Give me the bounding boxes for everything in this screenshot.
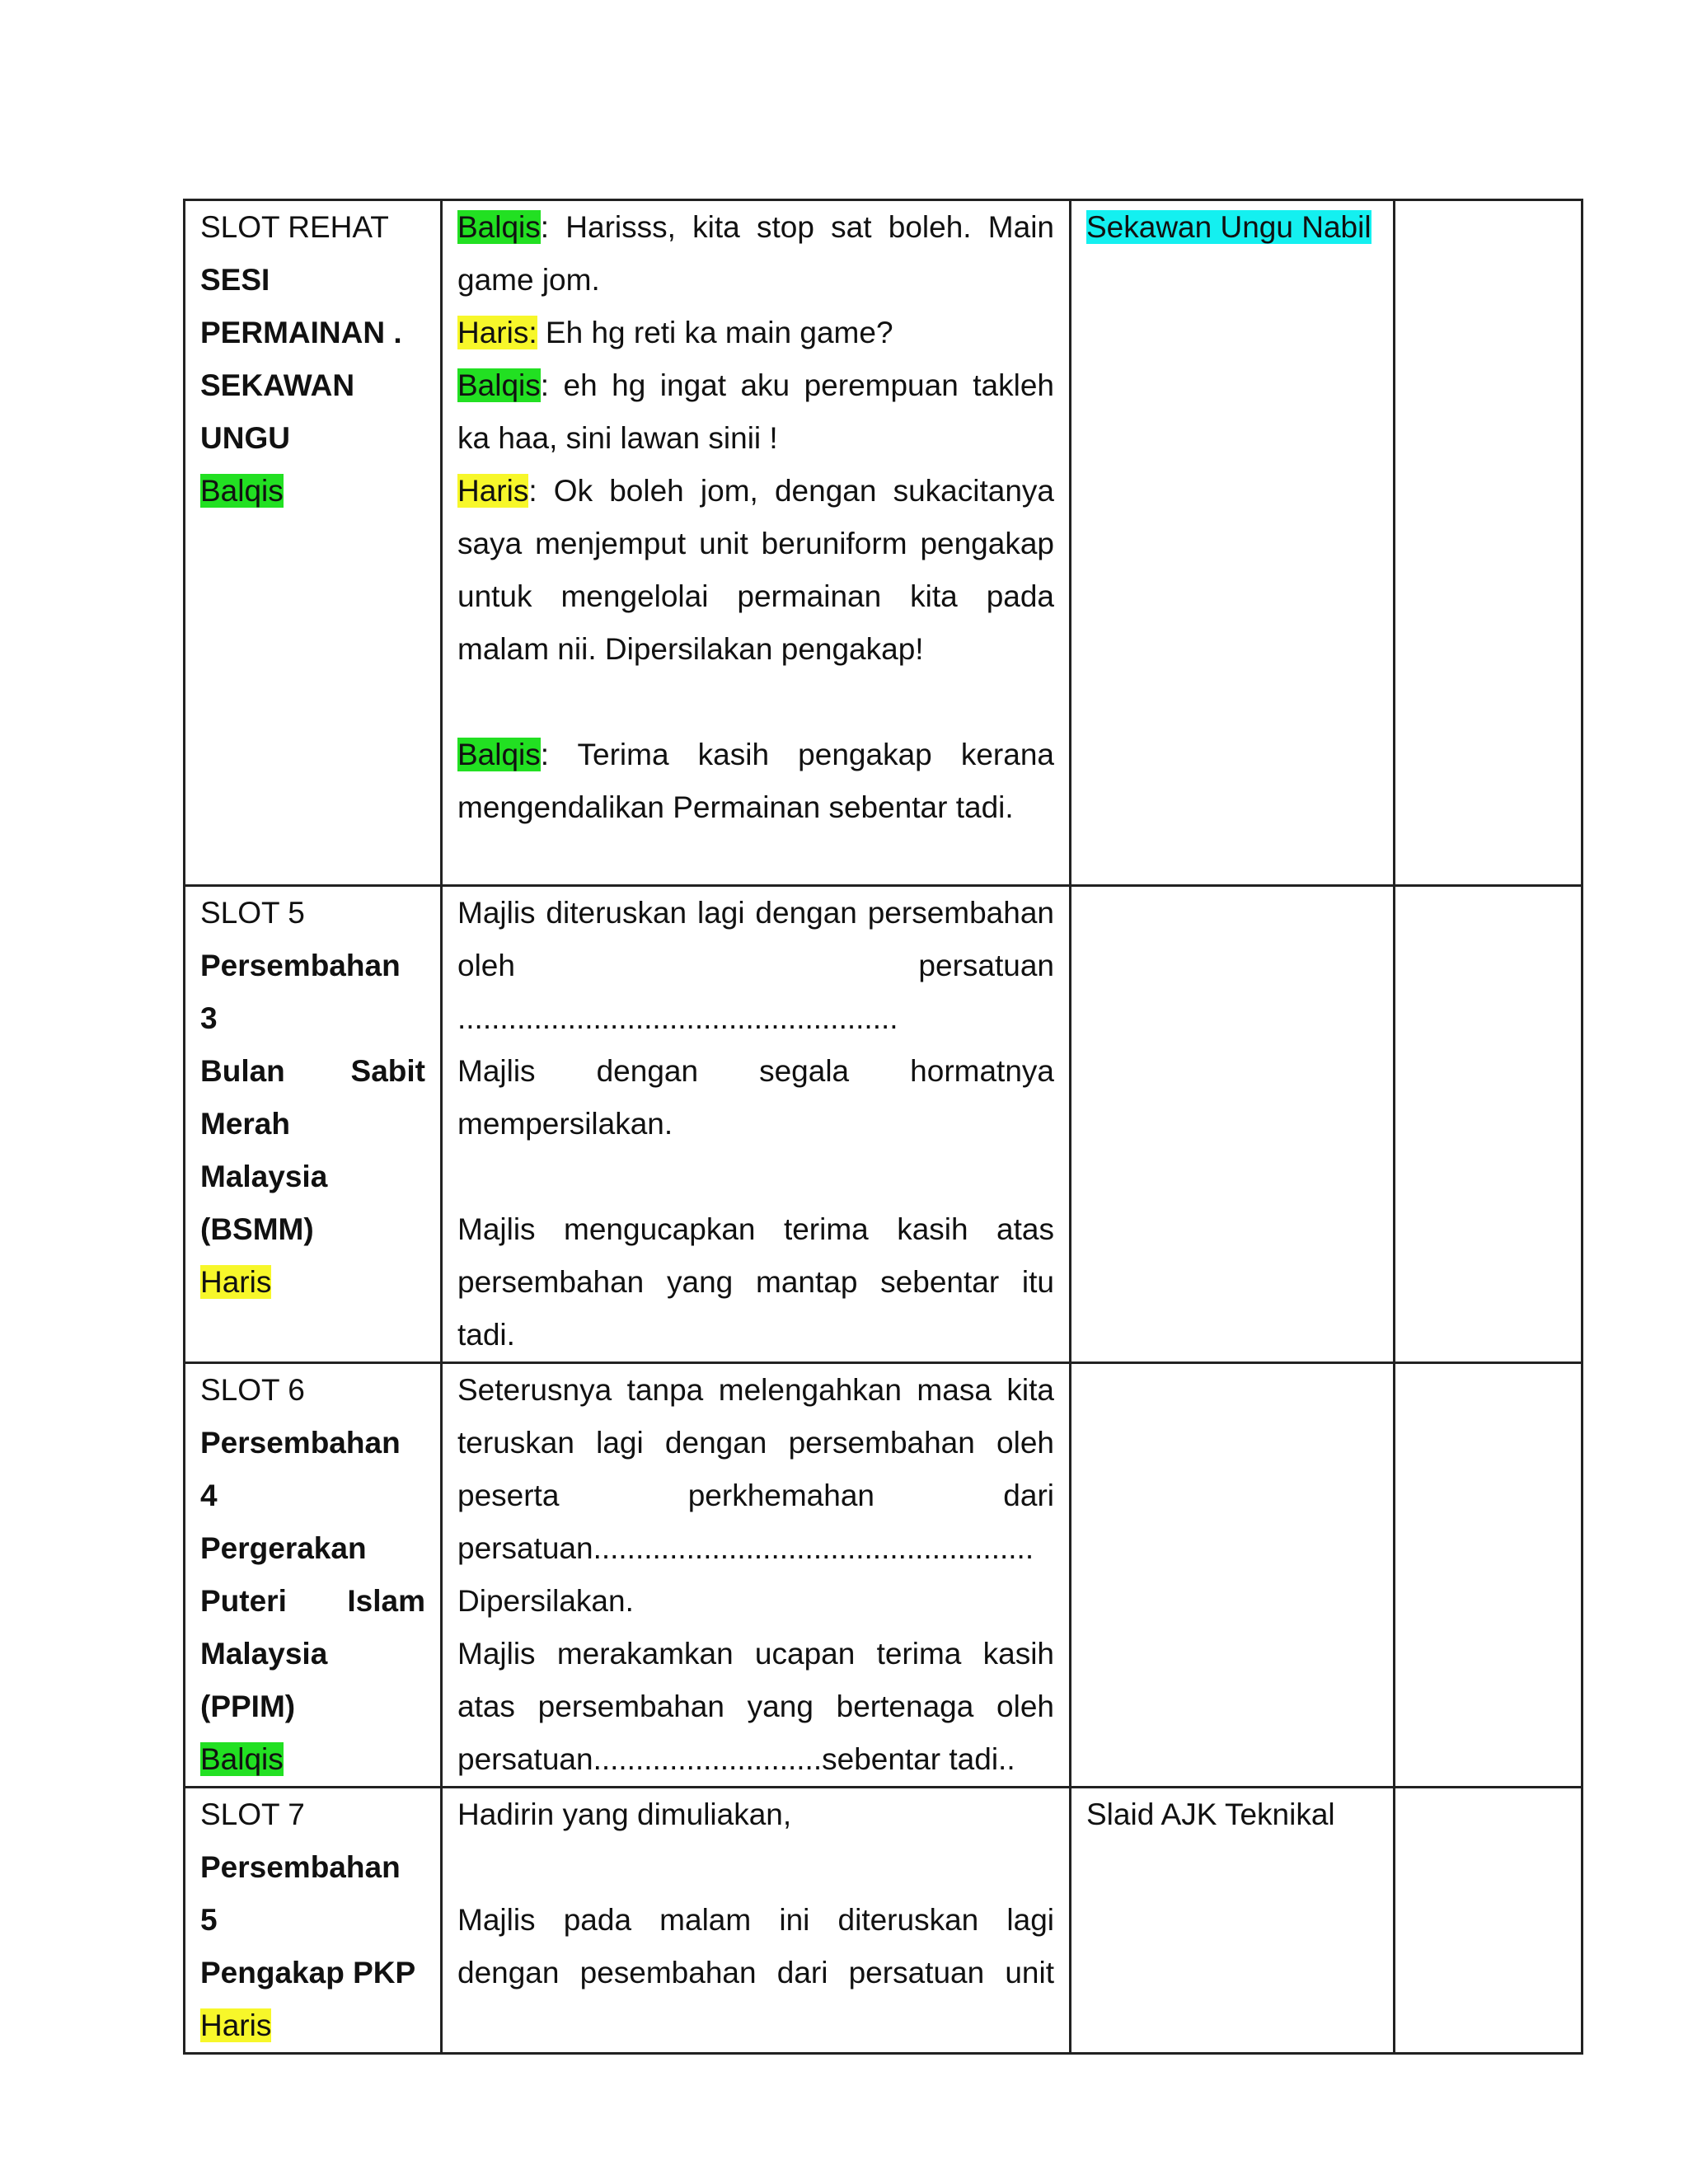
script-line: Haris: Eh hg reti ka main game?: [457, 316, 893, 349]
script-line: teruskan lagi dengan persembahan oleh: [457, 1426, 1054, 1460]
speaker-name: Balqis: [457, 210, 541, 244]
speaker-name: Haris:: [457, 316, 537, 349]
slot-title-line: Persembahan 3: [200, 949, 401, 1035]
script-line: Dipersilakan.: [457, 1584, 634, 1618]
script-cell: [442, 1788, 1071, 2054]
script-line: Balqis: eh hg ingat aku perempuan takleh: [457, 368, 1054, 402]
script-line: Majlis merakamkan ucapan terima kasih: [457, 1637, 1054, 1671]
script-cell: [442, 886, 1071, 1363]
note-text: Slaid AJK Teknikal: [1086, 1797, 1335, 1831]
remark-cell: [1395, 1363, 1582, 1788]
speaker-name: Haris: [457, 474, 529, 508]
slot-cell: [185, 886, 442, 1363]
note-cell: [1071, 1363, 1395, 1788]
slot-title-line: Bulan Sabit: [200, 1054, 425, 1088]
note-cell: [1071, 200, 1395, 886]
remark-cell: [1395, 886, 1582, 1363]
script-line: tadi.: [457, 1318, 515, 1352]
script-line: oleh persatuan: [457, 949, 1054, 982]
script-line: saya menjemput unit beruniform pengakap: [457, 527, 1054, 560]
program-script-table: [183, 199, 1583, 2055]
script-line: Hadirin yang dimuliakan,: [457, 1797, 792, 1831]
script-line: mengendalikan Permainan sebentar tadi.: [457, 790, 1014, 824]
note-cell: [1071, 886, 1395, 1363]
remark-cell: [1395, 200, 1582, 886]
script-line: Majlis pada malam ini diteruskan lagi: [457, 1903, 1054, 1937]
script-line: Balqis: Harisss, kita stop sat boleh. Main: [457, 210, 1054, 244]
slot-title-line: (BSMM): [200, 1212, 314, 1246]
slot-title-line: Persembahan 5: [200, 1850, 401, 1937]
slot-title-line: SESI: [200, 263, 270, 297]
script-line: Majlis mengucapkan terima kasih atas: [457, 1212, 1054, 1246]
script-line: game jom.: [457, 263, 600, 297]
slot-title-line: Merah Malaysia: [200, 1107, 328, 1193]
slot-label: SLOT 6: [200, 1373, 305, 1407]
script-line: mempersilakan.: [457, 1107, 673, 1141]
script-line: ....................................................: [457, 1001, 898, 1035]
slot-title-line: SEKAWAN: [200, 368, 355, 402]
host-name: Balqis: [200, 1742, 284, 1776]
table-row: [185, 886, 1582, 1363]
slot-title-line: Pengakap PKP: [200, 1956, 416, 1990]
script-line: Majlis diteruskan lagi dengan persembahan: [457, 896, 1054, 930]
slot-title-line: Pergerakan: [200, 1531, 367, 1565]
script-line: malam nii. Dipersilakan pengakap!: [457, 632, 924, 666]
slot-label: SLOT 5: [200, 896, 305, 930]
script-line: dengan pesembahan dari persatuan unit: [457, 1956, 1054, 1990]
slot-title-line: Persembahan 4: [200, 1426, 401, 1512]
table-row: [185, 200, 1582, 886]
host-name: Haris: [200, 1265, 272, 1299]
script-cell: [442, 1363, 1071, 1788]
remark-cell: [1395, 1788, 1582, 2054]
slot-title-line: UNGU: [200, 421, 290, 455]
table-row: [185, 1363, 1582, 1788]
script-line: Haris: Ok boleh jom, dengan sukacitanya: [457, 474, 1054, 508]
slot-cell: [185, 1363, 442, 1788]
slot-title-line: (PPIM): [200, 1690, 296, 1723]
slot-cell: [185, 1788, 442, 2054]
script-line: Majlis dengan segala hormatnya: [457, 1054, 1054, 1088]
script-line: persatuan...........................sebentar tadi..: [457, 1742, 1015, 1776]
note-cell: [1071, 1788, 1395, 2054]
script-line: peserta perkhemahan dari: [457, 1479, 1054, 1512]
script-line: Balqis: Terima kasih pengakap kerana: [457, 738, 1054, 771]
slot-label: SLOT REHAT: [200, 210, 389, 244]
script-line: ka haa, sini lawan sinii !: [457, 421, 778, 455]
script-line: persatuan....................................................: [457, 1531, 1034, 1565]
slot-title-line: PERMAINAN .: [200, 316, 402, 349]
slot-label: SLOT 7: [200, 1797, 305, 1831]
slot-title-line: Puteri Islam: [200, 1584, 425, 1618]
host-name: Balqis: [200, 474, 284, 508]
slot-title-line: Malaysia: [200, 1637, 328, 1671]
script-line: persembahan yang mantap sebentar itu: [457, 1265, 1054, 1299]
speaker-name: Balqis: [457, 368, 541, 402]
table-row: [185, 1788, 1582, 2054]
script-cell: [442, 200, 1071, 886]
script-line: untuk mengelolai permainan kita pada: [457, 579, 1054, 613]
slot-cell: [185, 200, 442, 886]
speaker-name: Balqis: [457, 738, 541, 771]
script-line: atas persembahan yang bertenaga oleh: [457, 1690, 1054, 1723]
script-line: Seterusnya tanpa melengahkan masa kita: [457, 1373, 1054, 1407]
note-text: Sekawan Ungu Nabil: [1086, 210, 1372, 244]
host-name: Haris: [200, 2008, 272, 2042]
